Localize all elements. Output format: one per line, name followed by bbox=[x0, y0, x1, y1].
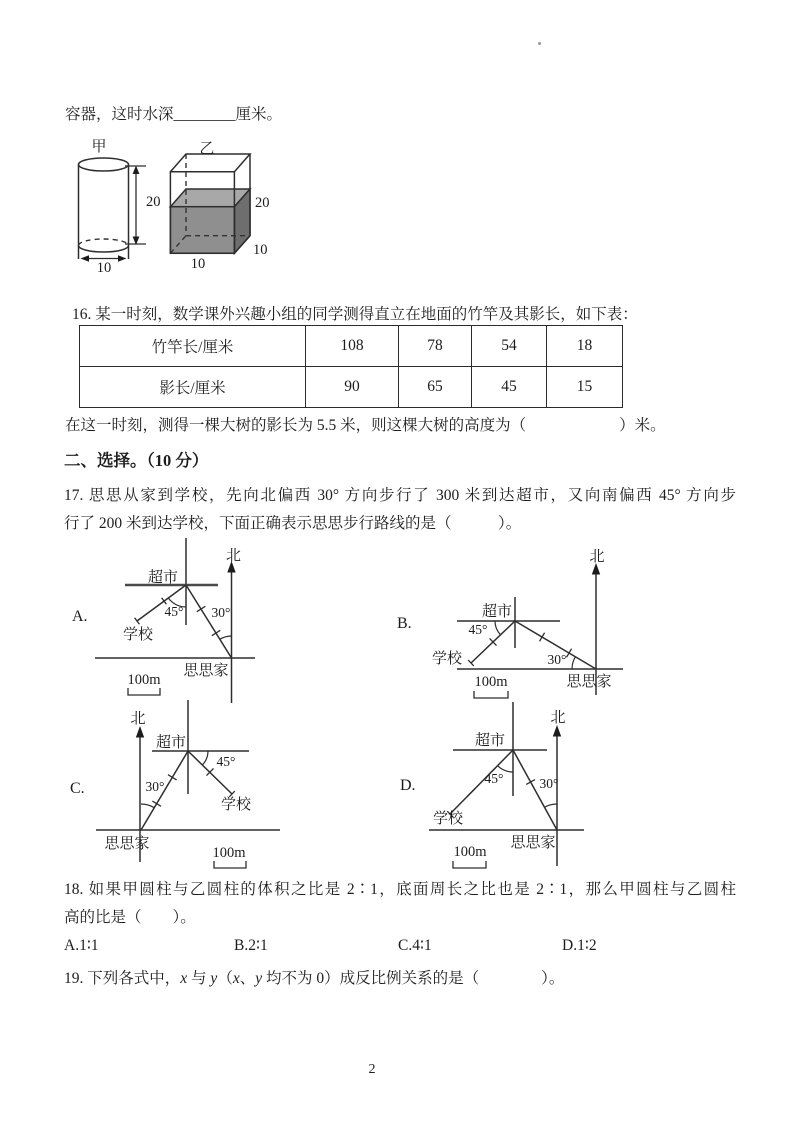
scale-bracket bbox=[474, 691, 508, 698]
cuboid-width-value: 10 bbox=[190, 256, 206, 272]
angle-30-label: 30° bbox=[211, 605, 231, 620]
q19-seg: 均不为 0）成反比例关系的是（ ）。 bbox=[262, 970, 565, 987]
home-route-line bbox=[186, 585, 232, 658]
var-y: y bbox=[255, 970, 263, 987]
q16-stem: 16. 某一时刻，数学课外兴趣小组的同学测得直立在地面的竹竿及其影长，如下表： bbox=[72, 306, 638, 323]
supermarket-label: 超市 bbox=[474, 733, 506, 749]
tick-mark bbox=[567, 649, 572, 658]
angle-45-label: 45° bbox=[216, 754, 236, 769]
section-2-header: 二、选择。（10 分） bbox=[64, 451, 209, 470]
school-route-line bbox=[450, 750, 513, 814]
angle-arc-30 bbox=[572, 657, 575, 669]
q19-seg: （ bbox=[217, 970, 233, 987]
school-label: 学校 bbox=[220, 797, 252, 813]
north-label: 北 bbox=[550, 710, 566, 726]
home-label: 思思家 bbox=[566, 674, 612, 690]
arrow-up-icon bbox=[133, 166, 140, 175]
table-cell: 18 bbox=[547, 326, 623, 367]
angle-30-label: 30° bbox=[145, 779, 165, 794]
fill-blank-sentence: 容器，这时水深________厘米。 bbox=[65, 106, 283, 123]
water-front-face bbox=[170, 207, 234, 254]
option-letter: C. bbox=[70, 780, 85, 797]
table-cell: 65 bbox=[399, 367, 472, 408]
q18-line1: 18. 如果甲圆柱与乙圆柱的体积之比是 2∶1，底面周长之比也是 2∶1，那么甲圆柱与乙圆柱 bbox=[64, 881, 736, 898]
shadow-length-table bbox=[79, 325, 623, 408]
tick-mark bbox=[197, 606, 206, 611]
cuboid-label: 乙 bbox=[199, 141, 215, 157]
angle-45-label: 45° bbox=[484, 771, 504, 786]
scale-label: 100m bbox=[453, 844, 487, 860]
table-cell: 45 bbox=[472, 367, 547, 408]
tick-mark bbox=[526, 780, 535, 785]
angle-30-label: 30° bbox=[547, 652, 567, 667]
supermarket-label: 超市 bbox=[481, 604, 513, 620]
route-diagrams bbox=[0, 530, 793, 875]
table-row bbox=[80, 326, 623, 367]
q18-option-b: B.2∶1 bbox=[234, 937, 268, 954]
row-header: 竹竿长/厘米 bbox=[80, 326, 306, 367]
table-cell: 108 bbox=[306, 326, 399, 367]
school-label: 学校 bbox=[432, 811, 464, 827]
cuboid-depth-value: 10 bbox=[253, 242, 268, 258]
angle-arc-30 bbox=[545, 804, 558, 807]
tick-mark bbox=[212, 630, 221, 635]
cuboid-yi bbox=[170, 141, 269, 272]
diagram-a bbox=[72, 538, 255, 703]
supermarket-label: 超市 bbox=[147, 570, 179, 586]
tick-mark bbox=[467, 789, 474, 796]
q17-line2: 行了 200 米到达学校，下面正确表示思思步行路线的是（ ）。 bbox=[64, 515, 522, 532]
north-label: 北 bbox=[130, 711, 146, 727]
angle-arc-45 bbox=[495, 621, 501, 635]
angle-45-label: 45° bbox=[164, 604, 184, 619]
q18-option-a: A.1∶1 bbox=[64, 937, 99, 954]
q19-seg: 19. 下列各式中， bbox=[64, 970, 181, 987]
diagram-b bbox=[397, 548, 623, 698]
row-header: 影长/厘米 bbox=[80, 367, 306, 408]
scale-bracket bbox=[214, 861, 246, 868]
school-label: 学校 bbox=[431, 651, 463, 667]
q18-option-d: D.1∶2 bbox=[562, 937, 597, 954]
table-cell: 78 bbox=[399, 326, 472, 367]
table-cell: 15 bbox=[547, 367, 623, 408]
q18-option-c: C.4∶1 bbox=[398, 937, 432, 954]
q18-line2: 高的比是（ ）。 bbox=[64, 909, 196, 926]
cuboid-height-value: 20 bbox=[255, 195, 270, 211]
angle-arc-30 bbox=[220, 636, 232, 639]
option-letter: B. bbox=[397, 615, 412, 632]
angle-45-label: 45° bbox=[468, 622, 488, 637]
var-x: x bbox=[180, 970, 188, 987]
q17-line1: 17. 思思从家到学校，先向北偏西 30° 方向步行了 300 米到达超市，又向南偏西 45° 方向步 bbox=[64, 487, 736, 504]
tick-mark bbox=[168, 775, 177, 780]
var-y: y bbox=[210, 970, 218, 987]
angle-arc-45 bbox=[202, 751, 208, 765]
diagram-d bbox=[400, 702, 584, 868]
angle-30-label: 30° bbox=[539, 776, 559, 791]
print-speck bbox=[538, 42, 541, 45]
tick-mark bbox=[152, 801, 161, 806]
supermarket-label: 超市 bbox=[155, 735, 187, 751]
home-label: 思思家 bbox=[510, 835, 556, 851]
solids-figure bbox=[60, 135, 280, 280]
arrow-left-icon bbox=[81, 255, 90, 262]
scale-bracket bbox=[453, 861, 486, 868]
q19-seg: 与 bbox=[187, 970, 211, 987]
scale-label: 100m bbox=[474, 674, 508, 690]
north-label: 北 bbox=[589, 549, 605, 565]
arrow-right-icon bbox=[118, 255, 127, 262]
table-cell: 90 bbox=[306, 367, 399, 408]
cylinder-jia bbox=[79, 138, 161, 276]
q19-seg: 、 bbox=[239, 970, 256, 987]
page-number: 2 bbox=[368, 1062, 376, 1077]
scale-bracket bbox=[128, 688, 160, 695]
school-label: 学校 bbox=[122, 627, 154, 643]
cylinder-height-value: 20 bbox=[146, 194, 161, 210]
scale-label: 100m bbox=[212, 845, 246, 861]
cylinder-bottom-front-arc bbox=[79, 246, 129, 253]
home-label: 思思家 bbox=[104, 836, 150, 852]
q16-after: 在这一时刻，测得一棵大树的影长为 5.5 米，则这棵大树的高度为（ ）米。 bbox=[65, 417, 666, 434]
home-label: 思思家 bbox=[183, 663, 229, 679]
north-arrow-icon bbox=[136, 726, 144, 738]
cylinder-diameter-value: 10 bbox=[96, 260, 112, 276]
cylinder-top-ellipse bbox=[79, 158, 129, 171]
tick-mark bbox=[540, 633, 545, 642]
cylinder-label: 甲 bbox=[91, 139, 107, 155]
cylinder-bottom-back-arc bbox=[79, 239, 129, 245]
tick-mark bbox=[135, 618, 140, 624]
north-arrow-icon bbox=[553, 725, 561, 737]
table-cell: 54 bbox=[472, 326, 547, 367]
angle-arc-30 bbox=[141, 804, 154, 808]
var-x: x bbox=[232, 970, 240, 987]
option-letter: D. bbox=[400, 777, 416, 794]
north-label: 北 bbox=[225, 548, 242, 564]
diagram-c bbox=[70, 700, 280, 868]
scale-label: 100m bbox=[127, 672, 161, 688]
q19-stem bbox=[64, 966, 564, 988]
table-row bbox=[80, 367, 623, 408]
option-letter: A. bbox=[72, 608, 88, 625]
